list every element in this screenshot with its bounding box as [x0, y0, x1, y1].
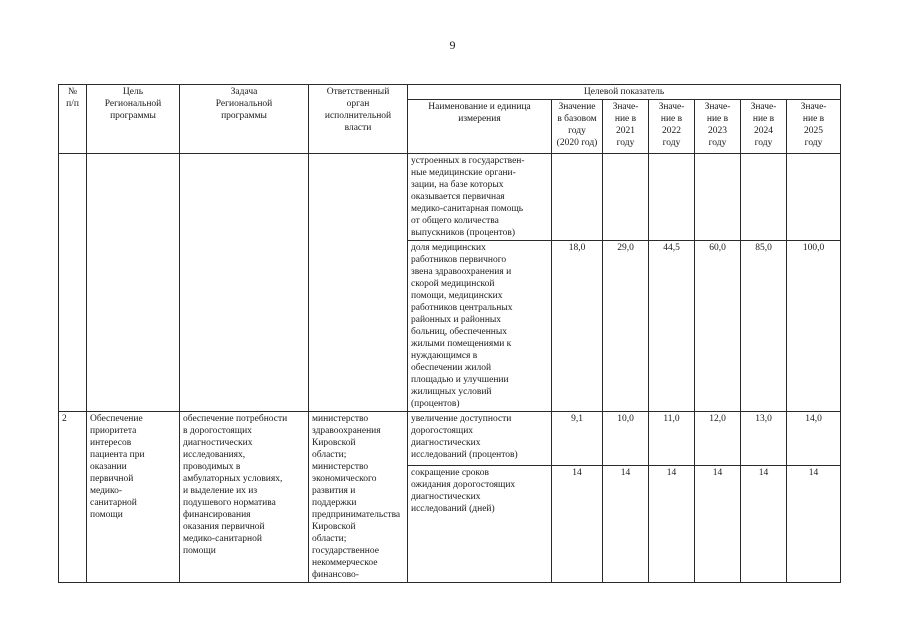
value-2025: 14,0: [787, 412, 841, 466]
indicator-cell: доля медицинских работников первичного звена здравоохранения и скорой медицинской помощи, медицинских работников центральных районных и районных больниц, обеспеченных жилыми помещениями к нуждающимся в обеспечении жилой площадью и улучшении жилищных условий (процентов): [408, 241, 552, 412]
value-2025: 14: [787, 465, 841, 583]
header-task: Задача Региональной программы: [180, 85, 309, 154]
value-2023: 12,0: [695, 412, 741, 466]
value-cell: [741, 154, 787, 241]
value-2025: 100,0: [787, 241, 841, 412]
header-2021: Значе- ние в 2021 году: [603, 100, 649, 154]
value-2022: 14: [649, 465, 695, 583]
value-cell: [787, 154, 841, 241]
goal-cell: [87, 154, 180, 412]
num-cell: 2: [59, 412, 87, 583]
header-row: [59, 85, 841, 100]
num-cell: [59, 154, 87, 412]
table-row: [59, 412, 841, 466]
header-organ: Ответственный орган исполнительной власти: [309, 85, 408, 154]
task-cell: [180, 154, 309, 412]
header-goal: Цель Региональной программы: [87, 85, 180, 154]
header-2022: Значе- ние в 2022 году: [649, 100, 695, 154]
header-target-indicator: Целевой показатель: [408, 85, 841, 100]
header-base-year: Значение в базовом году (2020 год): [552, 100, 603, 154]
value-base: 18,0: [552, 241, 603, 412]
value-2022: 11,0: [649, 412, 695, 466]
task-cell: обеспечение потребности в дорогостоящих диагностических исследованиях, проводимых в амбулаторных условиях, и выделение их из подушевого норматива финансирования оказания первичной медико-санитарной помощи: [180, 412, 309, 583]
goal-cell: Обеспечение приоритета интересов пациента при оказании первичной медико- санитарной помощи: [87, 412, 180, 583]
header-2024: Значе- ние в 2024 году: [741, 100, 787, 154]
header-2023: Значе- ние в 2023 году: [695, 100, 741, 154]
value-2022: 44,5: [649, 241, 695, 412]
organ-cell: [309, 154, 408, 412]
value-2024: 85,0: [741, 241, 787, 412]
header-2025: Значе- ние в 2025 году: [787, 100, 841, 154]
value-2021: 29,0: [603, 241, 649, 412]
header-number: № п/п: [59, 85, 87, 154]
value-2024: 13,0: [741, 412, 787, 466]
indicator-cell: увеличение доступности дорогостоящих диагностических исследований (процентов): [408, 412, 552, 466]
value-2021: 14: [603, 465, 649, 583]
indicator-cell: сокращение сроков ожидания дорогостоящих диагностических исследований (дней): [408, 465, 552, 583]
value-cell: [649, 154, 695, 241]
value-cell: [603, 154, 649, 241]
organ-cell: министерство здравоохранения Кировской области; министерство экономического развития и поддержки предпринимательства Кировской области; государственное некоммерческое финансово-: [309, 412, 408, 583]
value-2023: 14: [695, 465, 741, 583]
value-2024: 14: [741, 465, 787, 583]
target-indicators-table: [58, 84, 841, 583]
value-cell: [695, 154, 741, 241]
header-indicator-name: Наименование и единица измерения: [408, 100, 552, 154]
value-2023: 60,0: [695, 241, 741, 412]
table-row: [59, 154, 841, 241]
value-2021: 10,0: [603, 412, 649, 466]
value-cell: [552, 154, 603, 241]
value-base: 14: [552, 465, 603, 583]
page-number: 9: [449, 38, 456, 52]
value-base: 9,1: [552, 412, 603, 466]
indicator-cell: устроенных в государствен- ные медицинские органи- зации, на базе которых оказывается первичная медико-санитарная помощь от общего количества выпускников (процентов): [408, 154, 552, 241]
